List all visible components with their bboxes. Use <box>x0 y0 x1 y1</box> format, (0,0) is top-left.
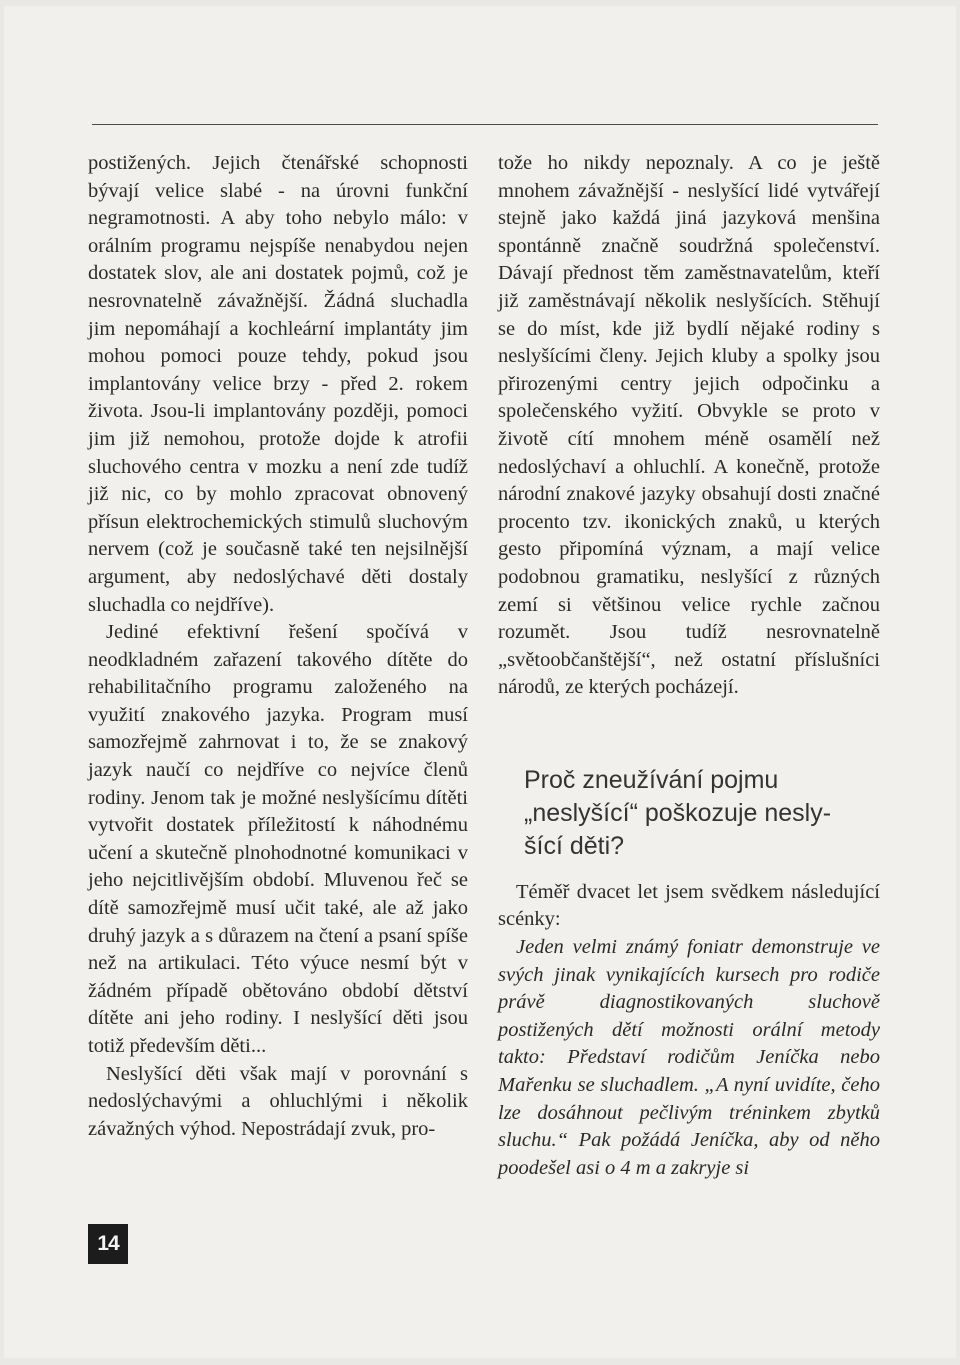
left-column <box>88 150 468 1143</box>
heading-line: Proč zneužívání pojmu <box>524 765 779 794</box>
paragraph: Jediné efektivní řešení spočívá v neodkladném zařazení takového dítěte do rehabilitačního programu založeného na využití znakového jazyka. Program musí samozřejmě zahrnovat i to, že se znakový jazyk naučí co nejdříve co nejvíce členů rodiny. Jenom tak je možné neslyšícímu dítěti vytvořit dostatek příležitostí k náhodnému učení a skutečně plnohodnotné komunikaci v jeho nejcitlivějším období. Mluvenou řeč se dítě samozřejmě musí učit také, ale až jako druhý jazyk a s důrazem na čtení a psaní spíše než na artikulaci. Této výuce nesmí být v žádném případě obětováno období dětství dítěte ani jeho rodiny. I neslyšící děti jsou totiž především děti... <box>88 621 468 1057</box>
paragraph: Neslyšící děti však mají v porovnání s nedoslýchavými a ohluchlými i několik závažných výhod. Nepostrádají zvuk, pro- <box>88 1062 468 1140</box>
right-column <box>498 150 880 1182</box>
heading-line: šící děti? <box>524 831 625 860</box>
heading-line: „neslyšící“ poškozuje nesly- <box>524 798 832 827</box>
section-heading <box>524 764 880 863</box>
page-number: 14 <box>88 1224 128 1264</box>
paragraph: Téměř dvacet let jsem svědkem následující scénky: <box>498 880 880 931</box>
header-rule <box>92 124 878 125</box>
paragraph: postižených. Jejich čtenářské schopnosti bývají velice slabé - na úrovni funkční negramotnosti. A aby toho nebylo málo: v orálním programu nejspíše nenabydou nejen dostatek slov, ale ani dostatek pojmů, což je nesrovnatelně závažnější. Žádná sluchadla jim nepomáhají a kochleární implantáty jim mohou pomoci pouze tehdy, pokud jsou implantovány velice brzy - před 2. rokem života. Jsou-li implantovány později, pomoci jim již nemohou, protože dojde k atrofii sluchového centra v mozku a není zde tudíž již nic, co by mohlo zpracovat obnovený přísun elektrochemických stimulů sluchovým nervem (což je současně také ten nejsilnější argument, aby nedoslýchavé děti dostaly sluchadla co nejdříve). <box>88 152 468 616</box>
italic-paragraph: Jeden velmi známý foniatr demonstruje ve svých jinak vynikajících kursech pro rodiče právě diagnostikovaných sluchově postižených dětí možnosti orální metody takto: Představí rodičům Jeníčka nebo Mařenku se sluchadlem. „A nyní uvidíte, čeho lze dosáhnout pečlivým tréninkem zbytků sluchu.“ Pak požádá Jeníčka, aby od něho poodešel asi o 4 m a zakryje si <box>498 936 880 1179</box>
paragraph: tože ho nikdy nepoznaly. A co je ještě mnohem závažnější - neslyšící lidé vytvářejí stejně jako každá jiná jazyková menšina spontánně značně soudržná společenství. Dávají přednost těm zaměstnavatelům, kteří již zaměstnávají několik neslyšících. Stěhují se do míst, kde již bydlí nějaké rodiny s neslyšícími členy. Jejich kluby a spolky jsou přirozenými centry jejich odpočinku a společenského vyžití. Obvykle se proto v životě cítí mnohem méně osamělí než nedoslýchaví a ohluchlí. A konečně, protože národní znakové jazyky obsahují dosti značné procento tzv. ikonických znaků, u kterých gesto připomíná význam, a mají velice podobnou gramatiku, neslyšící z různých zemí si většinou velice rychle začnou rozumět. Jsou tudíž nesrovnatelně „světoobčanštější“, než ostatní příslušníci národů, ze kterých pocházejí. <box>498 152 880 699</box>
